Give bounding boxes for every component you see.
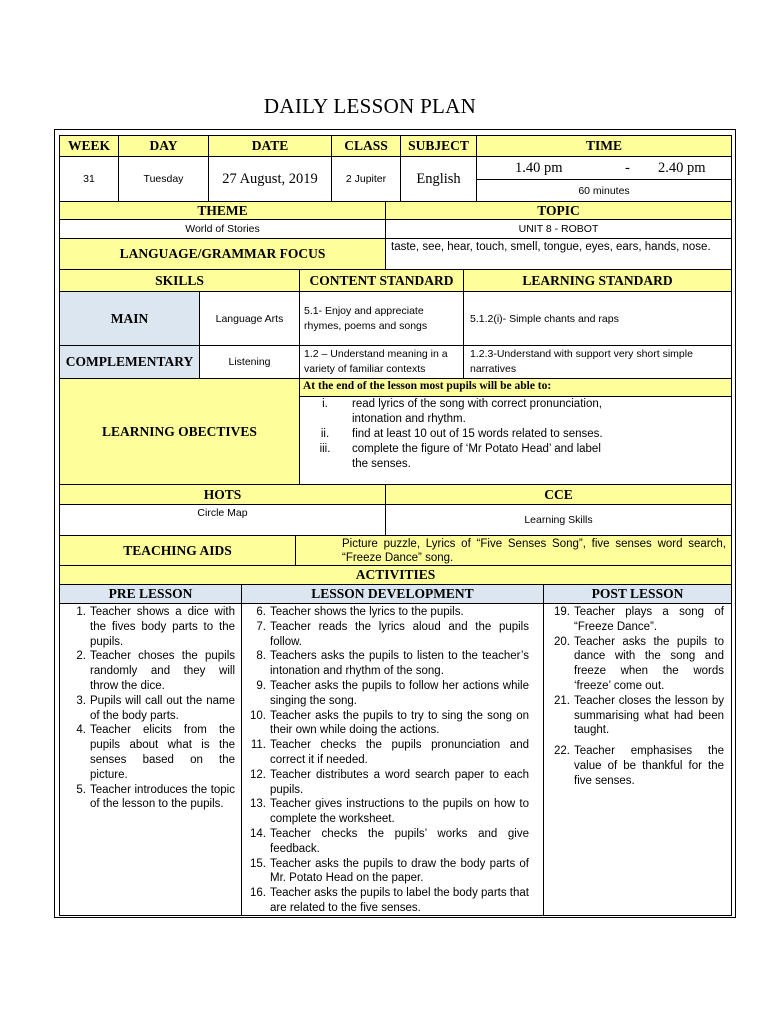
- list-item-number: iii.: [319, 443, 331, 455]
- complementary-content-standard: 1.2 – Understand meaning in a variety of familiar contexts: [299, 345, 464, 379]
- list-item: [242, 605, 529, 620]
- time-header: TIME: [476, 135, 732, 157]
- lesson-development-cell: [241, 603, 544, 916]
- list-item-text: read lyrics of the song with correct pronunciation, intonation and rhythm.: [352, 398, 602, 425]
- week-header: WEEK: [59, 135, 119, 157]
- class-header: CLASS: [331, 135, 401, 157]
- post-lesson-header: POST LESSON: [543, 584, 732, 604]
- list-item-number: 7.: [256, 620, 266, 633]
- time-range: [476, 156, 732, 180]
- cce-value: Learning Skills: [385, 504, 732, 536]
- list-item: [62, 649, 235, 693]
- objectives-intro: At the end of the lesson most pupils will be able to:: [303, 380, 552, 392]
- list-item: [300, 442, 614, 472]
- activities-header: ACTIVITIES: [59, 565, 732, 585]
- subject-value: English: [400, 156, 477, 202]
- list-item: [242, 857, 529, 887]
- time-start: 1.40 pm: [515, 160, 563, 176]
- list-item-text: Teacher distributes a word search paper to each pupils.: [270, 768, 529, 796]
- list-item-text: Teacher plays a song of “Freeze Dance”.: [574, 606, 724, 633]
- list-item-text: Teacher asks the pupils to label the body parts that are related to the five senses.: [270, 887, 529, 914]
- week-value: 31: [59, 156, 119, 202]
- list-item-text: Teacher shows a dice with the fives body parts to the pupils.: [90, 606, 235, 648]
- list-item: [62, 694, 235, 724]
- post-lesson-list: [546, 605, 724, 789]
- duration-value: 60 minutes: [476, 179, 732, 202]
- list-item-text: complete the figure of ‘Mr Potato Head’ and label the senses.: [352, 443, 601, 470]
- objectives-list: [300, 397, 614, 472]
- list-item-number: 1.: [76, 606, 86, 618]
- main-label: MAIN: [59, 291, 200, 346]
- list-item: [546, 694, 724, 738]
- main-skill: Language Arts: [199, 291, 300, 346]
- list-item-number: 16.: [250, 887, 266, 900]
- list-item-text: Teacher emphasises the value of be thankful for the five senses.: [574, 745, 724, 787]
- list-item-text: Teacher reads the lyrics aloud and the pupils follow.: [270, 620, 529, 648]
- list-item-text: Teacher gives instructions to the pupils on how to complete the worksheet.: [270, 798, 529, 826]
- pre-lesson-list: [62, 605, 235, 812]
- grammar-focus-header: LANGUAGE/GRAMMAR FOCUS: [59, 238, 386, 270]
- content-standard-header: CONTENT STANDARD: [299, 269, 464, 292]
- list-item-number: 15.: [250, 857, 266, 870]
- topic-value: UNIT 8 - ROBOT: [385, 219, 732, 239]
- list-item: [242, 649, 529, 679]
- list-item-number: 9.: [256, 679, 266, 692]
- list-item-number: 4.: [76, 724, 86, 737]
- list-item-number: 8.: [256, 650, 266, 663]
- grammar-focus-value: taste, see, hear, touch, smell, tongue, eyes, ears, hands, nose.: [385, 238, 732, 270]
- date-value: 27 August, 2019: [208, 156, 332, 202]
- list-item: [62, 783, 235, 813]
- list-item-number: 5.: [76, 783, 86, 796]
- learning-standard-header: LEARNING STANDARD: [463, 269, 732, 292]
- complementary-learning-standard: 1.2.3-Understand with support very short simple narratives: [463, 345, 732, 379]
- list-item-number: 12.: [250, 768, 266, 781]
- list-item: [242, 679, 529, 709]
- hots-value: Circle Map: [59, 504, 386, 536]
- list-item: [242, 620, 529, 650]
- class-value: 2 Jupiter: [331, 156, 401, 202]
- list-item-number: 21.: [554, 694, 570, 707]
- lesson-development-header: LESSON DEVELOPMENT: [241, 584, 544, 604]
- lesson-development-list: [242, 605, 529, 916]
- list-item-number: 6.: [256, 606, 266, 618]
- list-item-number: 10.: [250, 709, 266, 722]
- list-item-number: 11.: [250, 739, 266, 752]
- list-item: [242, 886, 529, 916]
- list-item-number: 14.: [250, 827, 266, 840]
- list-item: [242, 768, 529, 798]
- theme-header: THEME: [59, 201, 386, 220]
- list-item-text: Teacher choses the pupils randomly and they will throw the dice.: [90, 650, 235, 692]
- time-end: 2.40 pm: [658, 160, 706, 176]
- list-item-text: Teacher asks the pupils to draw the body parts of Mr. Potato Head on the paper.: [270, 857, 529, 885]
- teaching-aids-header: TEACHING AIDS: [59, 535, 296, 566]
- topic-header: TOPIC: [385, 201, 732, 220]
- list-item-number: 19.: [554, 606, 570, 618]
- day-header: DAY: [118, 135, 209, 157]
- list-item-text: Teacher checks the pupils’ works and give feedback.: [270, 827, 529, 855]
- day-value: Tuesday: [118, 156, 209, 202]
- main-content-standard: 5.1- Enjoy and appreciate rhymes, poems and songs: [299, 291, 464, 346]
- pre-lesson-header: PRE LESSON: [59, 584, 242, 604]
- list-item: [242, 827, 529, 857]
- list-item-text: Teacher asks the pupils to dance with the song and freeze when the words ‘freeze’ come out.: [574, 635, 724, 692]
- list-item-text: Teacher closes the lesson by summarising what had been taught.: [574, 694, 724, 737]
- list-item: [546, 744, 724, 788]
- list-item-number: 2.: [76, 650, 86, 663]
- post-lesson-cell: [543, 603, 732, 916]
- list-item-number: i.: [322, 398, 328, 410]
- objectives-list-box: [300, 396, 615, 485]
- pre-lesson-cell: [59, 603, 242, 916]
- list-item-text: Teacher introduces the topic of the lesson to the pupils.: [90, 783, 235, 811]
- learning-objectives-panel: [299, 378, 732, 485]
- teaching-aids-value: Picture puzzle, Lyrics of “Five Senses Song”, five senses word search, “Freeze Dance” song.: [295, 535, 732, 566]
- subject-header: SUBJECT: [400, 135, 477, 157]
- learning-objectives-header: LEARNING OBECTIVES: [59, 378, 300, 485]
- time-dash: -: [625, 160, 630, 176]
- main-learning-standard: 5.1.2(i)- Simple chants and raps: [463, 291, 732, 346]
- list-item-text: Teacher asks the pupils to follow her actions while singing the song.: [270, 679, 529, 707]
- list-item-text: Teacher shows the lyrics to the pupils.: [270, 606, 464, 618]
- list-item: [300, 427, 614, 442]
- list-item: [242, 738, 529, 768]
- complementary-skill: Listening: [199, 345, 300, 379]
- list-item-text: Pupils will call out the name of the body parts.: [90, 694, 235, 722]
- theme-value: World of Stories: [59, 219, 386, 239]
- list-item-number: 13.: [250, 798, 266, 811]
- list-item-text: Teacher elicits from the pupils about what is the senses based on the picture.: [90, 724, 235, 781]
- list-item-text: Teachers asks the pupils to listen to the teacher’s intonation and rhythm of the song.: [270, 650, 529, 678]
- cce-header: CCE: [385, 484, 732, 505]
- list-item: [62, 723, 235, 782]
- page-title: DAILY LESSON PLAN: [263, 94, 477, 118]
- list-item-number: 3.: [76, 694, 86, 707]
- hots-header: HOTS: [59, 484, 386, 505]
- list-item-number: ii.: [320, 428, 330, 440]
- list-item: [546, 635, 724, 694]
- complementary-label: COMPLEMENTARY: [59, 345, 200, 379]
- list-item-number: 22.: [554, 745, 570, 758]
- date-header: DATE: [208, 135, 332, 157]
- objectives-blank-cell: [614, 396, 732, 485]
- list-item-text: Teacher asks the pupils to try to sing the song on their own while doing the actions.: [270, 709, 529, 737]
- list-item: [242, 709, 529, 739]
- list-item: [62, 605, 235, 649]
- skills-header: SKILLS: [59, 269, 300, 292]
- list-item: [546, 605, 724, 635]
- list-item-text: Teacher checks the pupils pronunciation and correct it if needed.: [270, 739, 529, 766]
- list-item-number: 20.: [554, 635, 570, 648]
- list-item: [242, 797, 529, 827]
- list-item-text: find at least 10 out of 15 words related to senses.: [352, 428, 603, 440]
- list-item: [300, 397, 614, 427]
- lesson-plan-table: [54, 129, 736, 918]
